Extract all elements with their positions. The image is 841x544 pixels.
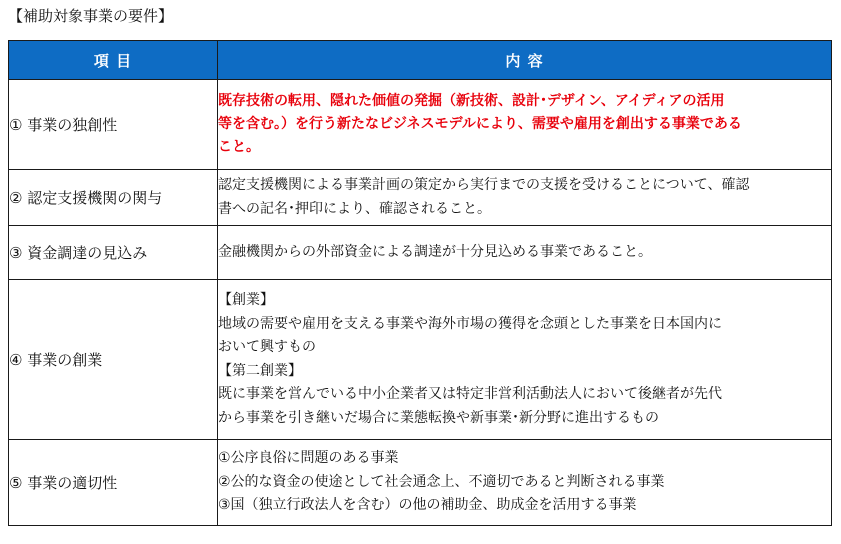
item-cell: ⑤ 事業の適切性 bbox=[9, 440, 218, 526]
column-header-content: 内 容 bbox=[218, 41, 832, 80]
content-line: 既存技術の転用、隠れた価値の発掘（新技術、設計･デザイン、アイディアの活用 bbox=[218, 93, 725, 109]
content-line: 【創業】 bbox=[218, 292, 274, 308]
table-row bbox=[9, 440, 832, 526]
item-cell: ③ 資金調達の見込み bbox=[9, 226, 218, 280]
content-cell bbox=[218, 170, 832, 226]
content-line: 地域の需要や雇用を支える事業や海外市場の獲得を念頭とした事業を日本国内に bbox=[218, 315, 722, 332]
table-header-row bbox=[9, 41, 832, 80]
content-line: 等を含む。）を行う新たなビジネスモデルにより、需要や雇用を創出する事業である bbox=[218, 116, 742, 132]
content-cell bbox=[218, 440, 832, 526]
item-cell: ④ 事業の創業 bbox=[9, 280, 218, 440]
table-row bbox=[9, 170, 832, 226]
column-header-item: 項 目 bbox=[9, 41, 218, 80]
table-row bbox=[9, 280, 832, 440]
table-row bbox=[9, 226, 832, 280]
content-line: 金融機関からの外部資金による調達が十分見込める事業であること。 bbox=[218, 243, 652, 260]
content-line: ③国（独立行政法人を含む）の他の補助金、助成金を活用する事業 bbox=[218, 497, 637, 514]
content-line: ②公的な資金の使途として社会通念上、不適切であると判断される事業 bbox=[218, 473, 665, 490]
content-line: から事業を引き継いだ場合に業態転換や新事業･新分野に進出するもの bbox=[218, 409, 659, 426]
item-cell: ② 認定支援機関の関与 bbox=[9, 170, 218, 226]
content-line: 【第二創業】 bbox=[218, 362, 302, 379]
content-cell bbox=[218, 280, 832, 440]
content-cell bbox=[218, 226, 832, 280]
content-line: おいて興すもの bbox=[218, 339, 316, 355]
content-line: 書への記名･押印により、確認されること。 bbox=[218, 200, 491, 217]
content-cell bbox=[218, 80, 832, 170]
item-cell: ① 事業の独創性 bbox=[9, 80, 218, 170]
content-line: ①公序良俗に問題のある事業 bbox=[218, 450, 399, 467]
content-line: 既に事業を営んでいる中小企業者又は特定非営利活動法人において後継者が先代 bbox=[218, 386, 722, 402]
table-row bbox=[9, 80, 832, 170]
content-line: こと。 bbox=[218, 139, 260, 155]
content-line: 認定支援機関による事業計画の策定から実行までの支援を受けることについて、確認 bbox=[218, 177, 750, 193]
page-title: 【補助対象事業の要件】 bbox=[8, 7, 174, 25]
requirements-table bbox=[8, 40, 832, 526]
